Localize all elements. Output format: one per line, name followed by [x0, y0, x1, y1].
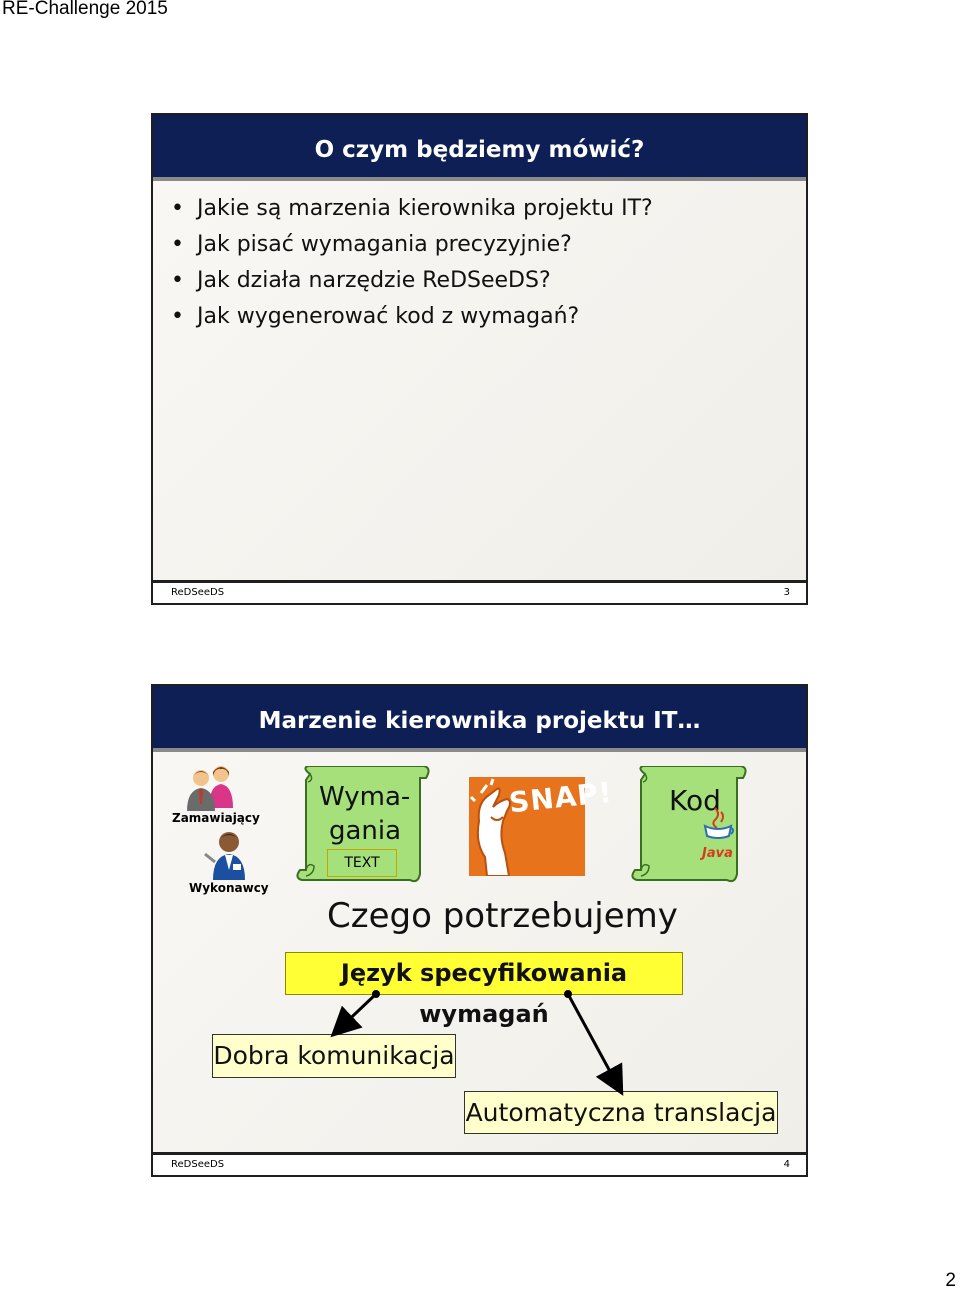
bullet-item: • Jak działa narzędzie ReDSeeDS?	[171, 263, 653, 299]
footer-brand: ReDSeeDS	[171, 1159, 225, 1170]
slide-footer	[153, 580, 806, 603]
need-heading: Czego potrzebujemy	[327, 896, 678, 936]
slide-4	[151, 684, 808, 1177]
requirements-line-1: Wyma-	[319, 782, 411, 812]
slide-title: Marzenie kierownika projektu IT…	[153, 686, 806, 752]
text-badge: TEXT	[327, 849, 397, 877]
bullet-item: • Jakie są marzenia kierownika projektu IT?	[171, 191, 653, 227]
requirements-line-2: gania	[329, 816, 402, 846]
bullet-item: • Jak wygenerować kod z wymagań?	[171, 299, 653, 335]
java-label: Java	[702, 846, 733, 861]
slide-title: O czym będziemy mówić?	[153, 115, 806, 181]
snap-text: SNAP!	[507, 775, 615, 820]
slide-footer	[153, 1152, 806, 1175]
code-label: Kod	[669, 784, 721, 817]
slide-3	[151, 113, 808, 605]
automatic-translation-box: Automatyczna translacja	[464, 1091, 778, 1134]
footer-slide-number: 3	[783, 587, 790, 598]
bullet-item: • Jak pisać wymagania precyzyjnie?	[171, 227, 653, 263]
footer-slide-number: 4	[783, 1159, 790, 1170]
document-header: RE-Challenge 2015	[2, 0, 168, 19]
page-number: 2	[945, 1270, 956, 1291]
arrow-to-translation	[568, 994, 619, 1088]
connector-arrows	[153, 686, 808, 1177]
requirements-language-box: Język specyfikowania wymagań	[285, 952, 683, 995]
arrow-to-communication	[337, 994, 376, 1031]
footer-brand: ReDSeeDS	[171, 587, 225, 598]
client-label: Zamawiający	[172, 811, 260, 825]
contractor-label: Wykonawcy	[189, 881, 269, 895]
bullet-list	[171, 191, 653, 335]
good-communication-box: Dobra komunikacja	[212, 1034, 456, 1078]
